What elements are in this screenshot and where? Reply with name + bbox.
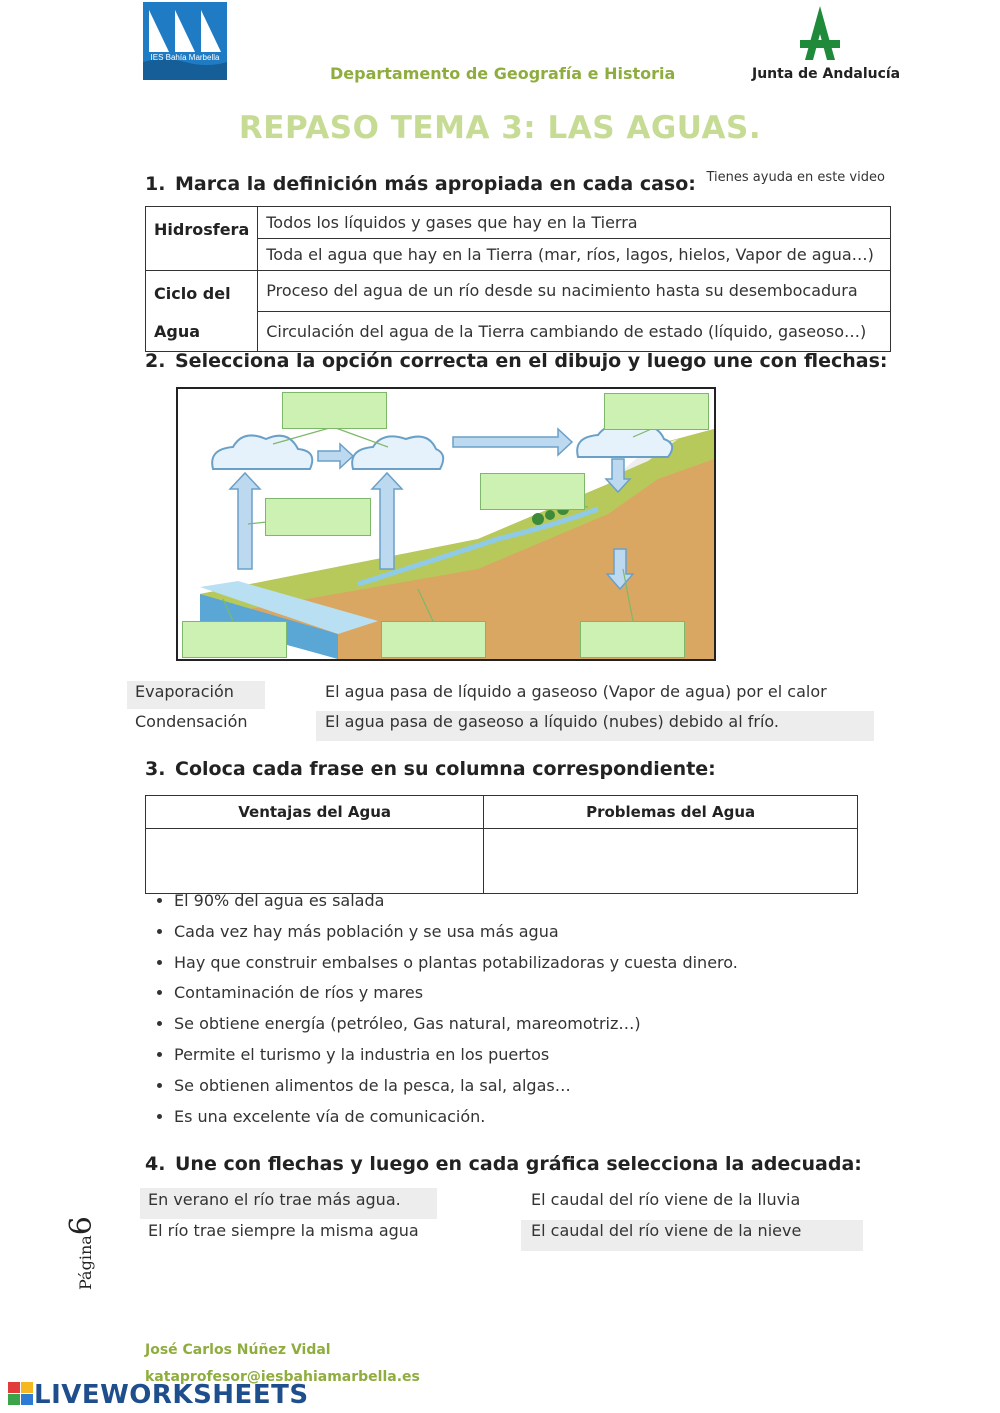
term-ciclo-del-agua: Ciclo del Agua: [146, 271, 258, 352]
author-email[interactable]: kataprofesor@iesbahiamarbella.es: [145, 1369, 420, 1385]
q1-heading: 1. Marca la definición más apropiada en cada caso: $^{Tienes ayuda en este video}$: [145, 170, 885, 195]
drop-box-top-left[interactable]: [282, 392, 387, 429]
video-hint-link[interactable]: Tienes ayuda en este video: [706, 170, 885, 185]
school-logo: [143, 2, 227, 80]
column-header-ventajas: Ventajas del Agua: [146, 796, 484, 829]
advantages-problems-table: [145, 795, 858, 894]
option-cell[interactable]: Todos los líquidos y gases que hay en la Tierra: [258, 207, 891, 239]
list-item[interactable]: • Es una excelente vía de comunicación.: [174, 1102, 738, 1133]
department-name: Departamento de Geografía e Historia: [330, 64, 676, 83]
list-item[interactable]: • El 90% del agua es salada: [174, 886, 738, 917]
list-item[interactable]: • Permite el turismo y la industria en los puertos: [174, 1040, 738, 1071]
q4-left-option-1[interactable]: En verano el río trae más agua.: [140, 1188, 437, 1219]
q2-heading: 2. Selecciona la opción correcta en el dibujo y luego une con flechas:: [145, 350, 888, 372]
list-item[interactable]: • Contaminación de ríos y mares: [174, 978, 738, 1009]
page-title: REPASO TEMA 3: LAS AGUAS.: [238, 110, 762, 146]
option-cell[interactable]: Circulación del agua de la Tierra cambiando de estado (líquido, gaseoso…): [258, 311, 891, 352]
author-name: José Carlos Núñez Vidal: [145, 1342, 331, 1358]
water-cycle-diagram: [176, 387, 716, 661]
q4-right-option-2[interactable]: El caudal del río viene de la nieve: [521, 1220, 863, 1251]
definitions-table: [145, 206, 891, 352]
q4-right-option-1[interactable]: El caudal del río viene de la lluvia: [531, 1190, 801, 1209]
option-cell[interactable]: Toda el agua que hay en la Tierra (mar, ríos, lagos, hielos, Vapor de agua…): [258, 239, 891, 271]
liveworksheets-icon: [8, 1382, 34, 1406]
column-header-problemas: Problemas del Agua: [484, 796, 858, 829]
definition-evaporacion[interactable]: El agua pasa de líquido a gaseoso (Vapor de agua) por el calor: [325, 682, 827, 701]
phrase-list: [145, 886, 738, 1132]
drop-zone-ventajas[interactable]: [146, 829, 484, 894]
definition-condensacion[interactable]: El agua pasa de gaseoso a líquido (nubes) debido al frío.: [316, 711, 874, 741]
q4-left-option-2[interactable]: El río trae siempre la misma agua: [148, 1221, 419, 1240]
drop-box-bottom-left[interactable]: [182, 621, 287, 658]
liveworksheets-logo: LIVEWORKSHEETS: [8, 1380, 309, 1410]
drop-box-bottom-right[interactable]: [580, 621, 685, 658]
term-evaporacion[interactable]: Evaporación: [127, 681, 265, 709]
school-logo-text: IES Bahía Marbella: [150, 53, 220, 62]
q3-heading: 3. Coloca cada frase en su columna correspondiente:: [145, 758, 716, 780]
list-item[interactable]: • Se obtiene energía (petróleo, Gas natural, mareomotriz…): [174, 1009, 738, 1040]
option-cell[interactable]: Proceso del agua de un río desde su nacimiento hasta su desembocadura: [258, 271, 891, 312]
drop-box-middle-left[interactable]: [265, 498, 371, 536]
junta-andalucia-text: Junta de Andalucía: [752, 66, 901, 82]
term-hidrosfera: Hidrosfera: [146, 207, 258, 271]
list-item[interactable]: • Se obtienen alimentos de la pesca, la sal, algas…: [174, 1071, 738, 1102]
list-item[interactable]: • Hay que construir embalses o plantas potabilizadoras y cuesta dinero.: [174, 948, 738, 979]
drop-box-bottom-center[interactable]: [381, 621, 486, 658]
term-condensacion[interactable]: Condensación: [135, 712, 248, 731]
drop-zone-problemas[interactable]: [484, 829, 858, 894]
drop-box-middle-right[interactable]: [480, 473, 585, 510]
drop-box-top-right[interactable]: [604, 393, 709, 430]
q4-heading: 4. Une con flechas y luego en cada gráfica selecciona la adecuada:: [145, 1153, 862, 1175]
list-item[interactable]: • Cada vez hay más población y se usa más agua: [174, 917, 738, 948]
page-number: Página6: [64, 1216, 99, 1290]
